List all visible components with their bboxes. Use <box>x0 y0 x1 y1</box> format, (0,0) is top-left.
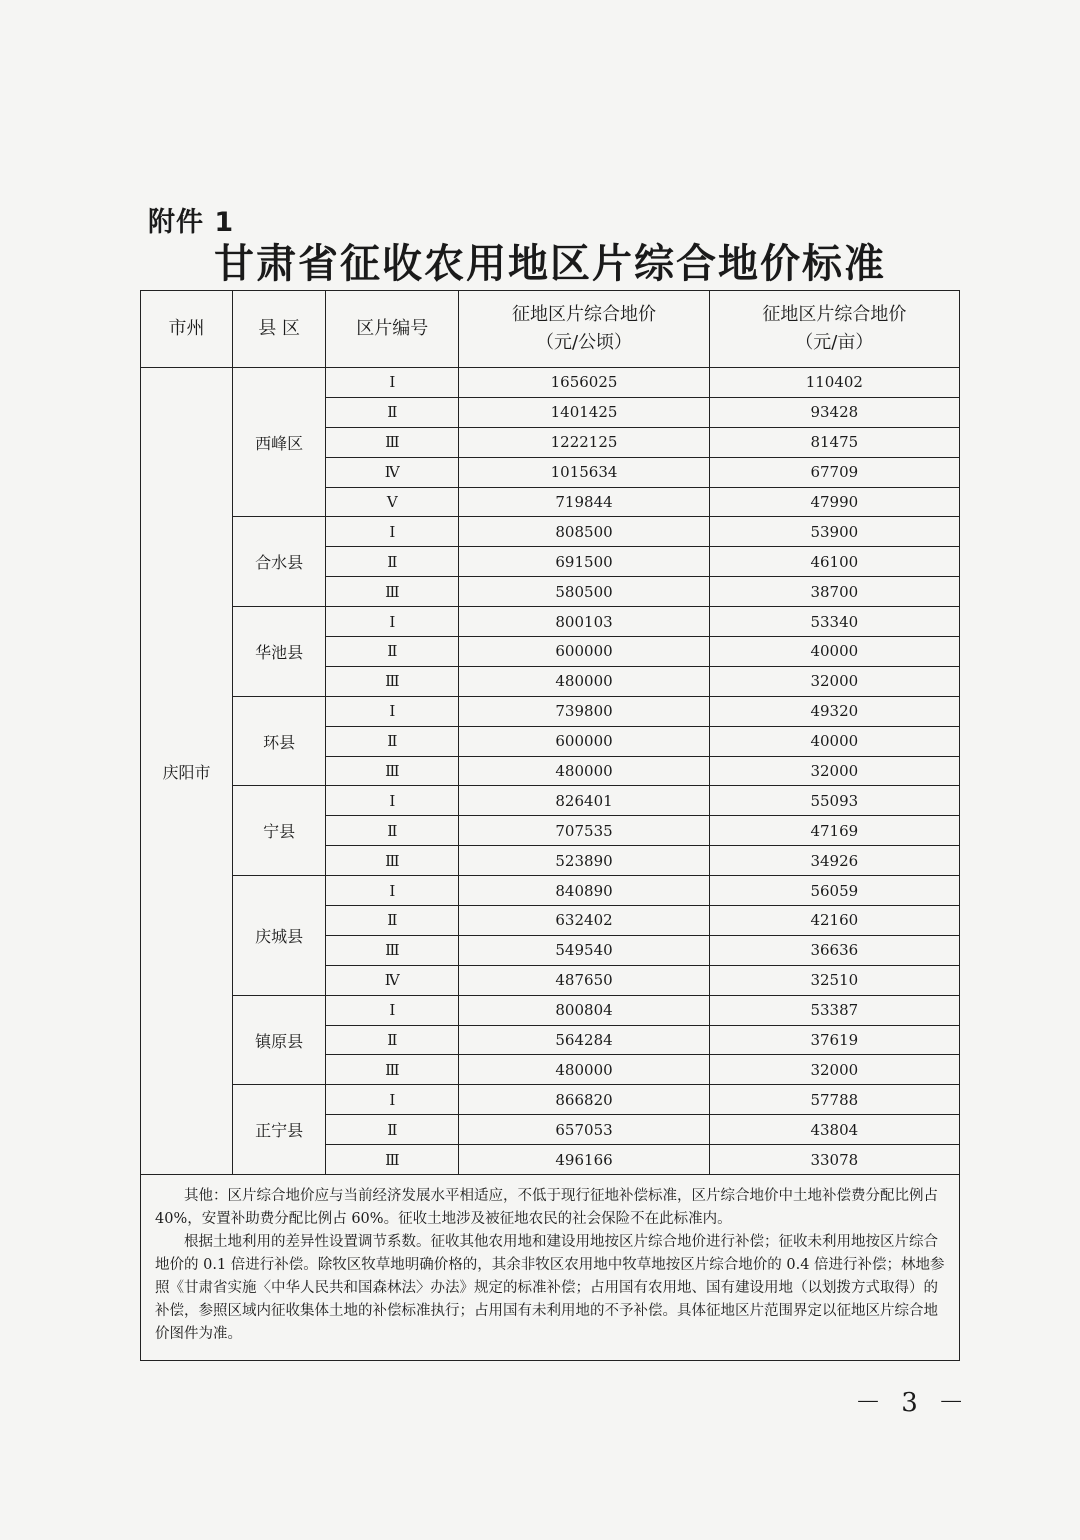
price-per-hectare-cell: 1222125 <box>459 427 709 457</box>
table-row <box>141 696 960 726</box>
attachment-label: 附件 1 <box>148 207 235 238</box>
price-per-hectare-cell: 480000 <box>459 756 709 786</box>
zone-cell: Ⅲ <box>326 1055 459 1085</box>
zone-cell: Ⅰ <box>326 995 459 1025</box>
price-per-hectare-cell: 1656025 <box>459 368 709 398</box>
zone-cell: Ⅰ <box>326 786 459 816</box>
notes-paragraph: 其他：区片综合地价应与当前经济发展水平相适应，不低于现行征地补偿标准，区片综合地价中土地补偿费分配比例占 40%，安置补助费分配比例占 60%。征收土地涉及被征地农民的社会保险不在此标准内。 <box>155 1188 938 1228</box>
price-per-hectare-cell: 739800 <box>459 696 709 726</box>
county-cell: 环县 <box>233 696 326 786</box>
price-per-hectare-cell: 600000 <box>459 637 709 667</box>
price-per-hectare-cell: 487650 <box>459 965 709 995</box>
header-zone: 区片编号 <box>326 291 459 368</box>
table-row <box>141 786 960 816</box>
price-per-mu-cell: 32510 <box>709 965 959 995</box>
table-row <box>141 368 960 398</box>
price-per-mu-cell: 32000 <box>709 666 959 696</box>
price-per-mu-cell: 53340 <box>709 607 959 637</box>
header-price-per-hectare: 征地区片综合地价 （元/公顷） <box>459 291 709 368</box>
county-cell: 合水县 <box>233 517 326 607</box>
price-per-hectare-cell: 691500 <box>459 547 709 577</box>
price-per-hectare-cell: 549540 <box>459 935 709 965</box>
price-per-mu-cell: 36636 <box>709 935 959 965</box>
price-per-mu-cell: 32000 <box>709 756 959 786</box>
price-per-hectare-cell: 1401425 <box>459 397 709 427</box>
price-per-mu-cell: 67709 <box>709 457 959 487</box>
zone-cell: Ⅰ <box>326 607 459 637</box>
header-price-per-mu: 征地区片综合地价 （元/亩） <box>709 291 959 368</box>
table-row <box>141 1085 960 1115</box>
price-per-hectare-cell: 523890 <box>459 846 709 876</box>
price-per-mu-cell: 81475 <box>709 427 959 457</box>
price-per-mu-cell: 56059 <box>709 876 959 906</box>
price-per-mu-cell: 53387 <box>709 995 959 1025</box>
price-per-mu-cell: 43804 <box>709 1115 959 1145</box>
city-cell: 庆阳市 <box>141 368 233 1175</box>
table-row <box>141 517 960 547</box>
zone-cell: Ⅰ <box>326 517 459 547</box>
zone-cell: Ⅰ <box>326 876 459 906</box>
zone-cell: Ⅳ <box>326 457 459 487</box>
price-per-hectare-cell: 580500 <box>459 577 709 607</box>
price-per-mu-cell: 55093 <box>709 786 959 816</box>
zone-cell: Ⅲ <box>326 756 459 786</box>
price-per-hectare-cell: 826401 <box>459 786 709 816</box>
price-per-hectare-cell: 719844 <box>459 487 709 517</box>
county-cell: 宁县 <box>233 786 326 876</box>
zone-cell: Ⅳ <box>326 965 459 995</box>
zone-cell: Ⅴ <box>326 487 459 517</box>
price-per-hectare-cell: 480000 <box>459 666 709 696</box>
page-number: － 3 － <box>855 1388 971 1418</box>
zone-cell: Ⅲ <box>326 1145 459 1175</box>
price-per-hectare-cell: 866820 <box>459 1085 709 1115</box>
zone-cell: Ⅱ <box>326 816 459 846</box>
zone-cell: Ⅰ <box>326 696 459 726</box>
zone-cell: Ⅱ <box>326 726 459 756</box>
land-price-table <box>140 290 960 1361</box>
price-per-mu-cell: 34926 <box>709 846 959 876</box>
zone-cell: Ⅱ <box>326 637 459 667</box>
zone-cell: Ⅲ <box>326 577 459 607</box>
price-per-mu-cell: 40000 <box>709 637 959 667</box>
price-per-hectare-cell: 808500 <box>459 517 709 547</box>
notes-paragraph: 根据土地利用的差异性设置调节系数。征收其他农用地和建设用地按区片综合地价进行补偿；征收未利用地按区片综合地价的 0.1 倍进行补偿。除牧区牧草地明确价格的，其余非牧区农用地中牧草地按区片综合地价的 0.4 倍进行补偿；林地参照《甘肃省实施〈中华人民共和国森林法〉办法》规定的标准补偿；占用国有农用地、国有建设用地（以划拨方式取得）的补偿，参照区域内征收集体土地的补偿标准执行；占用国有未利用地的不予补偿。具体征地区片范围界定以征地区片综合地价图件为准。 <box>155 1234 945 1343</box>
price-per-hectare-cell: 564284 <box>459 1025 709 1055</box>
price-per-mu-cell: 46100 <box>709 547 959 577</box>
county-cell: 镇原县 <box>233 995 326 1085</box>
price-per-mu-cell: 110402 <box>709 368 959 398</box>
price-per-hectare-cell: 707535 <box>459 816 709 846</box>
price-per-mu-cell: 47169 <box>709 816 959 846</box>
price-per-hectare-cell: 840890 <box>459 876 709 906</box>
document-title: 甘肃省征收农用地区片综合地价标准 <box>214 241 886 287</box>
price-per-mu-cell: 57788 <box>709 1085 959 1115</box>
zone-cell: Ⅲ <box>326 427 459 457</box>
price-per-hectare-cell: 800804 <box>459 995 709 1025</box>
price-per-mu-cell: 38700 <box>709 577 959 607</box>
zone-cell: Ⅱ <box>326 906 459 936</box>
zone-cell: Ⅱ <box>326 1115 459 1145</box>
header-county: 县 区 <box>233 291 326 368</box>
notes-row <box>141 1175 960 1361</box>
price-per-mu-cell: 42160 <box>709 906 959 936</box>
zone-cell: Ⅰ <box>326 1085 459 1115</box>
table-row <box>141 607 960 637</box>
notes-cell <box>141 1175 960 1361</box>
header-city: 市州 <box>141 291 233 368</box>
county-cell: 西峰区 <box>233 368 326 517</box>
table-row <box>141 876 960 906</box>
table-header-row <box>141 291 960 368</box>
zone-cell: Ⅱ <box>326 397 459 427</box>
price-per-mu-cell: 93428 <box>709 397 959 427</box>
price-per-hectare-cell: 657053 <box>459 1115 709 1145</box>
price-per-hectare-cell: 480000 <box>459 1055 709 1085</box>
price-per-mu-cell: 33078 <box>709 1145 959 1175</box>
price-per-hectare-cell: 632402 <box>459 906 709 936</box>
county-cell: 华池县 <box>233 607 326 697</box>
county-cell: 正宁县 <box>233 1085 326 1175</box>
zone-cell: Ⅲ <box>326 666 459 696</box>
price-per-mu-cell: 37619 <box>709 1025 959 1055</box>
price-per-mu-cell: 47990 <box>709 487 959 517</box>
table-body <box>141 368 960 1175</box>
price-per-mu-cell: 40000 <box>709 726 959 756</box>
table-row <box>141 995 960 1025</box>
price-per-mu-cell: 32000 <box>709 1055 959 1085</box>
price-per-hectare-cell: 496166 <box>459 1145 709 1175</box>
price-per-mu-cell: 49320 <box>709 696 959 726</box>
price-per-mu-cell: 53900 <box>709 517 959 547</box>
county-cell: 庆城县 <box>233 876 326 996</box>
zone-cell: Ⅱ <box>326 1025 459 1055</box>
zone-cell: Ⅱ <box>326 547 459 577</box>
zone-cell: Ⅲ <box>326 935 459 965</box>
zone-cell: Ⅲ <box>326 846 459 876</box>
price-per-hectare-cell: 600000 <box>459 726 709 756</box>
price-per-hectare-cell: 1015634 <box>459 457 709 487</box>
price-per-hectare-cell: 800103 <box>459 607 709 637</box>
zone-cell: Ⅰ <box>326 368 459 398</box>
